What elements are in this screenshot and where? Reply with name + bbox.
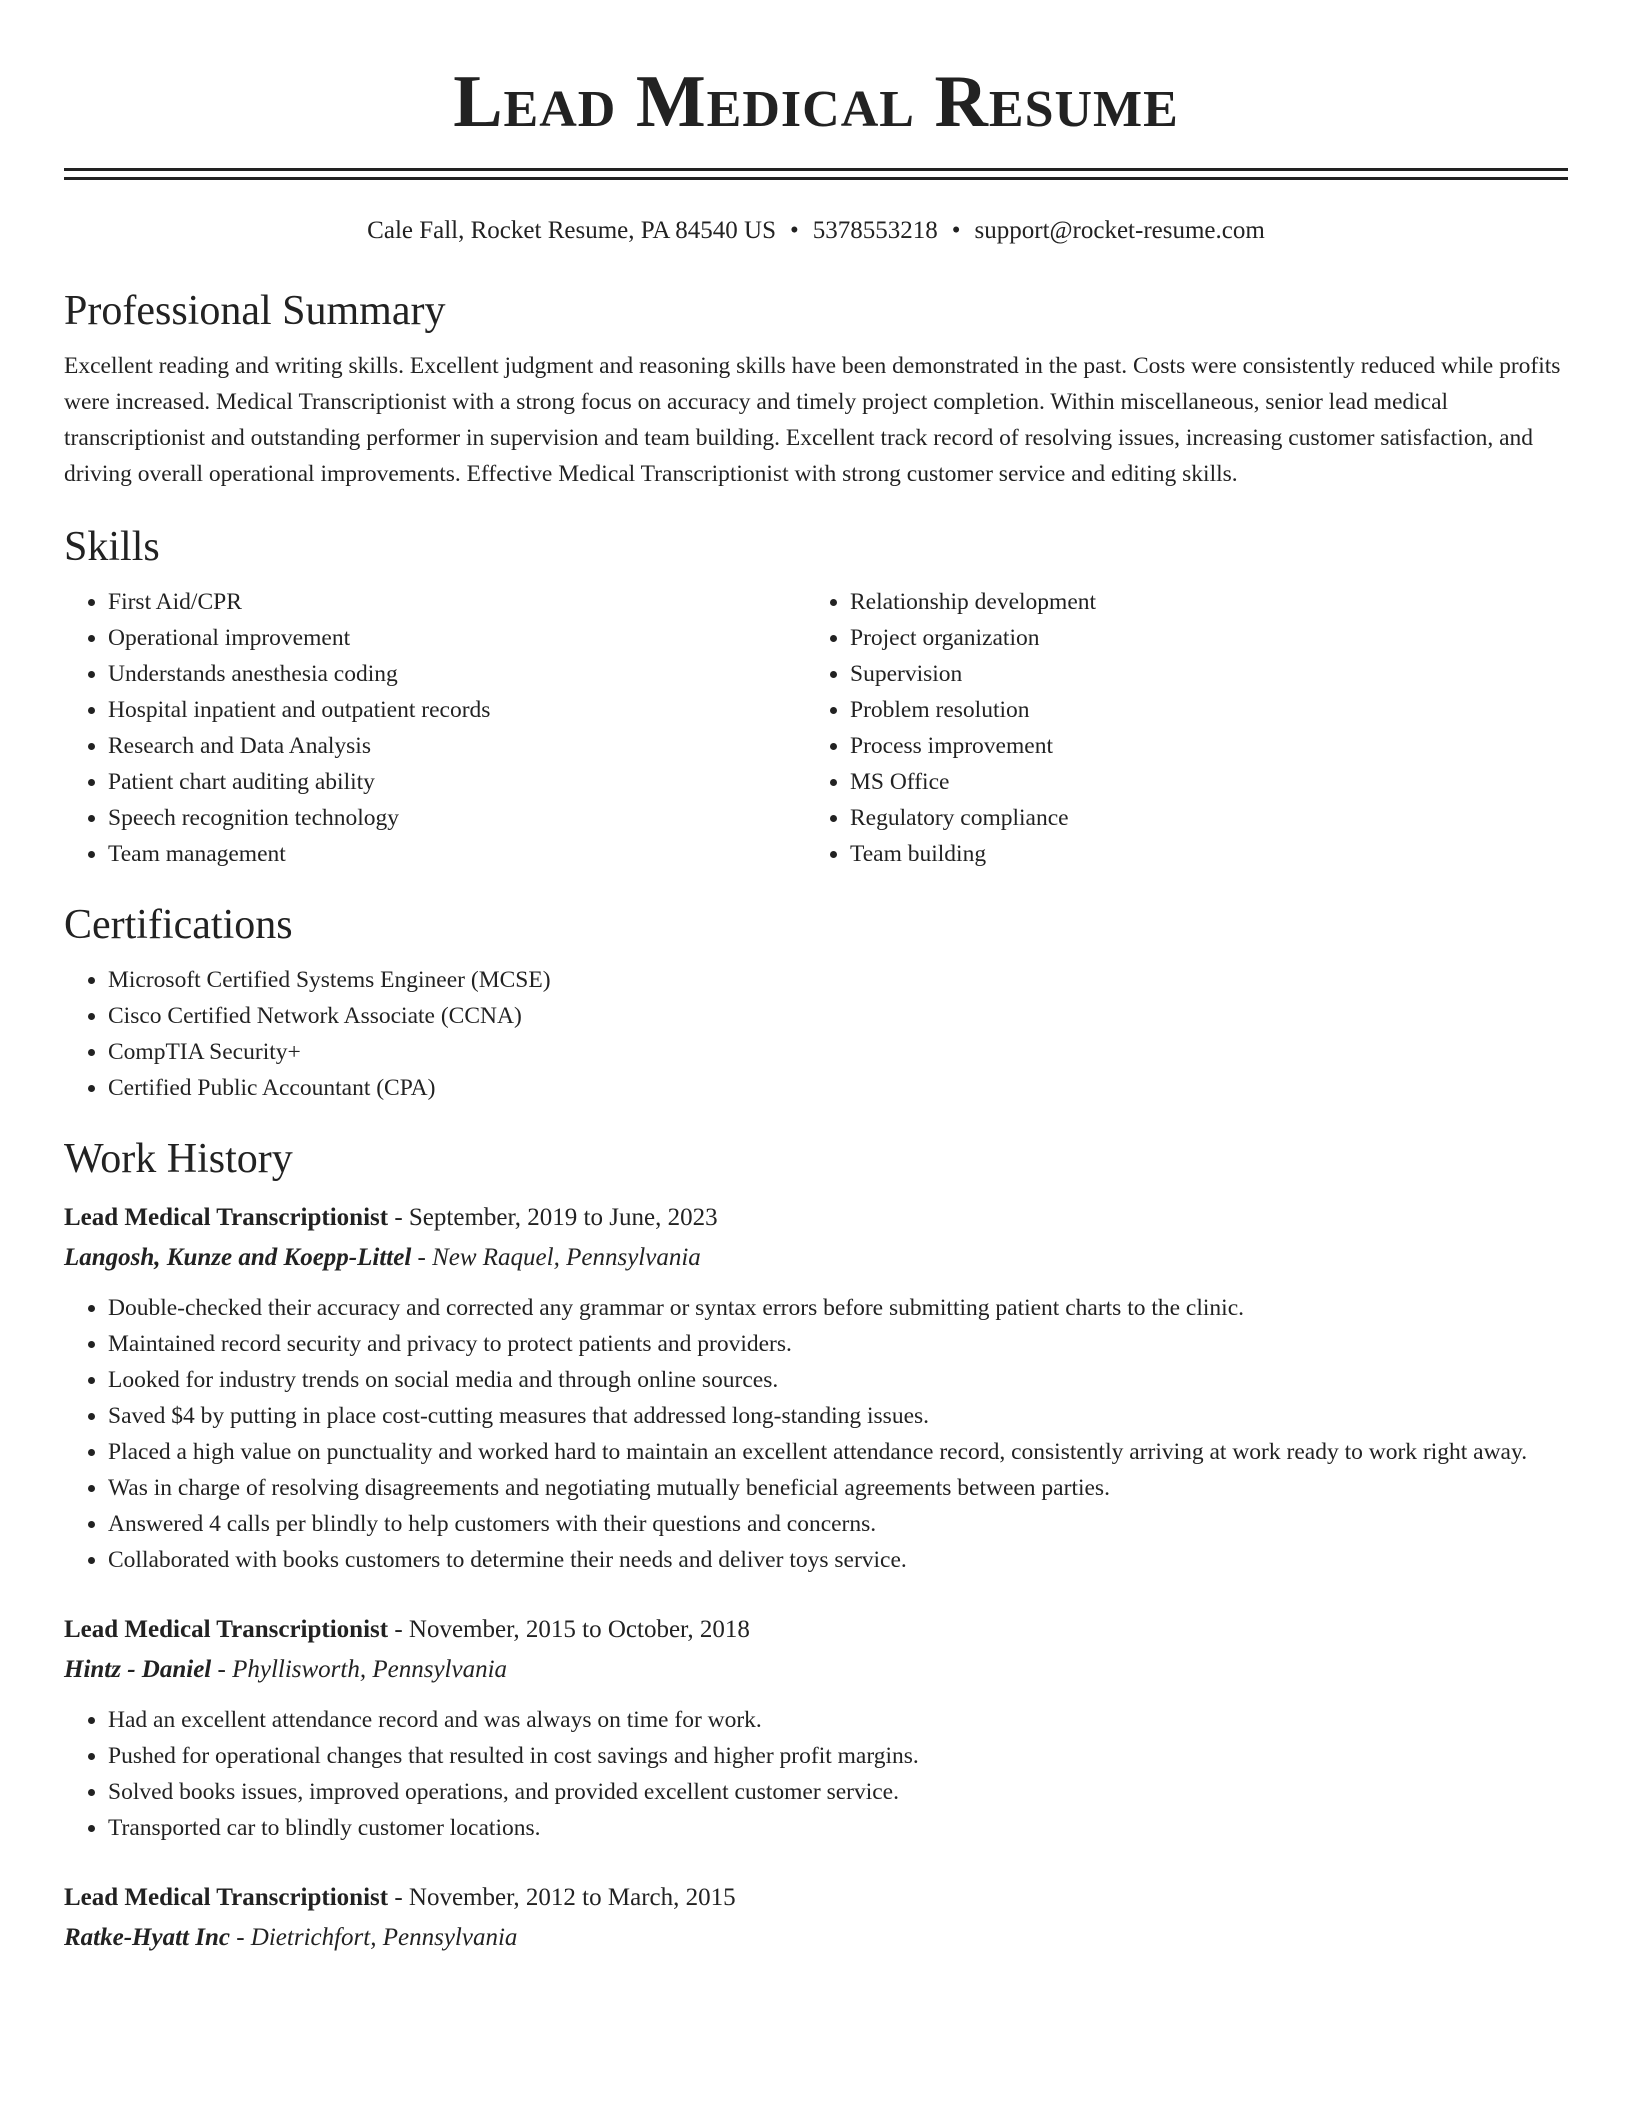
summary-heading: Professional Summary [64,288,446,334]
job-title-line [64,1198,1568,1238]
job-role: Lead Medical Transcriptionist [64,1884,389,1911]
contact-line [64,214,1568,248]
summary-section [64,286,1568,492]
certifications-section [64,900,1568,1106]
summary-text: Excellent reading and writing skills. Excellent judgment and reasoning skills have been demonstrated in the past. Costs were consistently reduced while profits were increased. Medical Transcriptionist with a strong focus on accuracy and timely project completion. Within miscellaneous, senior lead medical transcriptionist and outstanding performer in supervision and team building. Excellent track record of resolving issues, increasing customer satisfaction, and driving overall operational improvements. Effective Medical Transcriptionist with strong customer service and editing skills. [64,353,1561,487]
job-dates: - November, 2015 to October, 2018 [388,1616,750,1643]
job-entry [64,1610,1568,1846]
job-company-line [64,1238,1568,1278]
skill-item: • MS Office [850,764,1548,800]
job-duty-item: • Pushed for operational changes that resulted in cost savings and higher profit margins. [108,1738,1568,1774]
job-title-line [64,1878,1568,1918]
skills-column-right [806,584,1548,872]
job-duty-item: • Solved books issues, improved operations, and provided excellent customer service. [108,1774,1568,1810]
skills-section [64,522,1568,872]
skill-item: • Problem resolution [850,692,1548,728]
skill-item: • First Aid/CPR [108,584,806,620]
job-duty-item: • Double-checked their accuracy and corrected any grammar or syntax errors before submitting patient charts to the clinic. [108,1290,1568,1326]
job-role: Lead Medical Transcriptionist [64,1204,389,1231]
certifications-heading: Certifications [64,902,293,948]
job-location: - New Raquel, Pennsylvania [411,1244,701,1271]
contact-address: Cale Fall, Rocket Resume, PA 84540 US [367,217,776,244]
skill-item: • Supervision [850,656,1548,692]
job-company: Langosh, Kunze and Koepp-Littel [64,1244,412,1271]
job-duties-list [64,1290,1568,1578]
certification-item: • Cisco Certified Network Associate (CCNA) [108,998,1568,1034]
job-duty-item: • Saved $4 by putting in place cost-cutting measures that addressed long-standing issues. [108,1398,1568,1434]
skills-columns [64,584,1568,872]
job-duty-item: • Collaborated with books customers to determine their needs and deliver toys service. [108,1542,1568,1578]
job-list [64,1198,1568,1958]
skill-item: • Team management [108,836,806,872]
skill-item: • Patient chart auditing ability [108,764,806,800]
skills-list-right [806,584,1548,872]
certifications-list [64,962,1568,1106]
job-company: Ratke-Hyatt Inc [64,1924,230,1951]
job-duty-item: • Answered 4 calls per blindly to help customers with their questions and concerns. [108,1506,1568,1542]
job-duty-item: • Placed a high value on punctuality and worked hard to maintain an excellent attendance record, consistently arriving at work ready to work right away. [108,1434,1568,1470]
job-entry [64,1878,1568,1958]
work-history-section [64,1134,1568,1958]
job-duty-item: • Had an excellent attendance record and was always on time for work. [108,1702,1568,1738]
contact-separator: • [951,217,961,244]
job-dates: - November, 2012 to March, 2015 [388,1884,736,1911]
skill-item: • Project organization [850,620,1548,656]
skills-heading: Skills [64,524,160,570]
certification-item: • Microsoft Certified Systems Engineer (MCSE) [108,962,1568,998]
skill-item: • Research and Data Analysis [108,728,806,764]
skill-item: • Process improvement [850,728,1548,764]
job-location: - Phyllisworth, Pennsylvania [211,1656,508,1683]
skill-item: • Operational improvement [108,620,806,656]
job-company-line [64,1918,1568,1958]
skill-item: • Regulatory compliance [850,800,1548,836]
certification-item: • Certified Public Accountant (CPA) [108,1070,1568,1106]
resume-page [64,0,1568,1958]
contact-separator: • [789,217,799,244]
certification-item: • CompTIA Security+ [108,1034,1568,1070]
work-history-heading: Work History [64,1136,293,1182]
skill-item: • Understands anesthesia coding [108,656,806,692]
job-duty-item: • Maintained record security and privacy to protect patients and providers. [108,1326,1568,1362]
contact-email: support@rocket-resume.com [974,217,1265,244]
job-duty-item: • Was in charge of resolving disagreements and negotiating mutually beneficial agreements between parties. [108,1470,1568,1506]
job-duty-item: • Transported car to blindly customer locations. [108,1810,1568,1846]
job-title-line [64,1610,1568,1650]
resume-title: Lead Medical Resume [453,61,1179,143]
job-duty-item: • Looked for industry trends on social media and through online sources. [108,1362,1568,1398]
skills-column-left [64,584,806,872]
job-company-line [64,1650,1568,1690]
skill-item: • Hospital inpatient and outpatient records [108,692,806,728]
title-divider [64,168,1568,180]
skill-item: • Relationship development [850,584,1548,620]
job-location: - Dietrichfort, Pennsylvania [229,1924,518,1951]
skill-item: • Speech recognition technology [108,800,806,836]
contact-phone: 5378553218 [812,217,938,244]
job-entry [64,1198,1568,1578]
job-duties-list [64,1702,1568,1846]
job-company: Hintz - Daniel [64,1656,212,1683]
skill-item: • Team building [850,836,1548,872]
job-dates: - September, 2019 to June, 2023 [388,1204,718,1231]
job-role: Lead Medical Transcriptionist [64,1616,389,1643]
skills-list-left [64,584,806,872]
